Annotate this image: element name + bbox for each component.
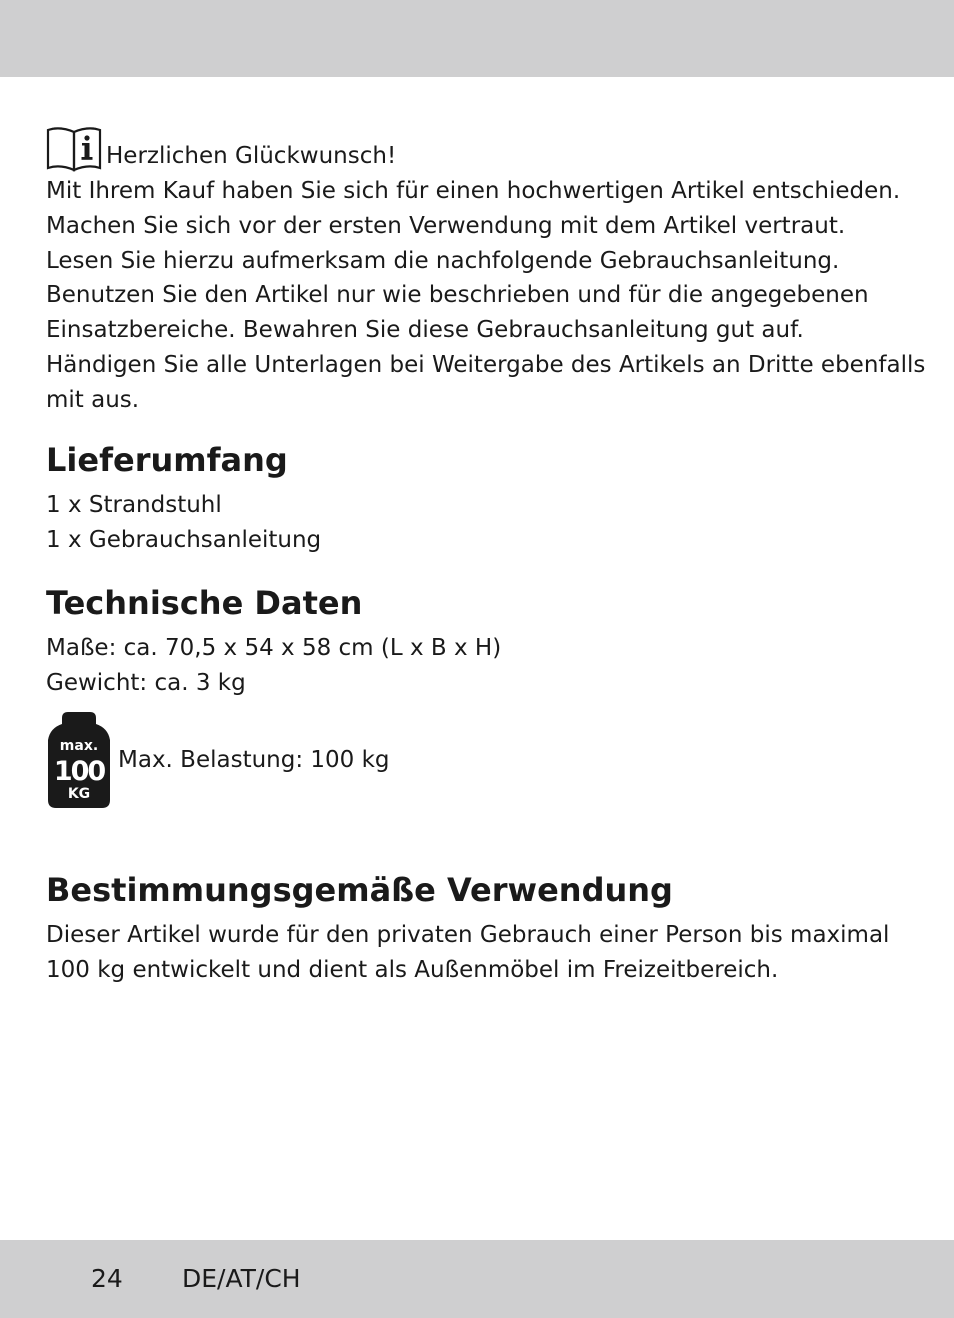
intro-line: Mit Ihrem Kauf haben Sie sich für einen hochwertigen Artikel entschieden.	[46, 178, 901, 204]
max-load-text: Max. Belastung: 100 kg	[118, 746, 390, 773]
intro-heading-row	[46, 120, 926, 174]
spec-line: Maße: ca. 70,5 x 54 x 58 cm (L x B x H)	[46, 635, 502, 661]
info-book-icon	[46, 126, 102, 174]
section-title: Technische Daten	[46, 584, 363, 622]
page-number: 24	[91, 1264, 123, 1293]
footer-bar	[0, 1240, 954, 1318]
technische-daten-section	[46, 583, 501, 701]
intro-line: Lesen Sie hierzu aufmerksam die nachfolgende Gebrauchsanleitung.	[46, 247, 840, 274]
list-item: 1 x Strandstuhl	[46, 492, 222, 518]
section-title: Lieferumfang	[46, 441, 288, 479]
intro-line: mit aus.	[46, 386, 140, 413]
intro-line: Einsatzbereiche. Bewahren Sie diese Gebrauchsanleitung gut auf.	[46, 317, 804, 344]
greeting-text: Herzlichen Glückwunsch!	[106, 143, 397, 170]
weight-icon-unit-text: KG	[67, 786, 91, 802]
intro-section	[46, 120, 926, 418]
max-load-row	[46, 710, 390, 810]
weight-icon-top-text: max.	[59, 738, 99, 754]
intro-line: Benutzen Sie den Artikel nur wie beschrieben und für die angegebenen	[46, 282, 869, 309]
region-label: DE/AT/CH	[182, 1264, 301, 1293]
intro-line: Machen Sie sich vor der ersten Verwendung mit dem Artikel vertraut.	[46, 212, 846, 239]
spec-line: Gewicht: ca. 3 kg	[46, 669, 246, 696]
weight-icon-value-text: 100	[53, 756, 105, 787]
intro-line: Händigen Sie alle Unterlagen bei Weitergabe des Artikels an Dritte ebenfalls	[46, 351, 926, 378]
list-item: 1 x Gebrauchsanleitung	[46, 526, 322, 553]
section-title: Bestimmungsgemäße Verwendung	[46, 871, 673, 909]
lieferumfang-section	[46, 440, 321, 558]
header-bar	[0, 0, 954, 77]
verwendung-section	[46, 870, 889, 988]
weight-icon	[46, 710, 112, 810]
usage-line: 100 kg entwickelt und dient als Außenmöbel im Freizeitbereich.	[46, 956, 779, 983]
usage-line: Dieser Artikel wurde für den privaten Gebrauch einer Person bis maximal	[46, 922, 890, 948]
